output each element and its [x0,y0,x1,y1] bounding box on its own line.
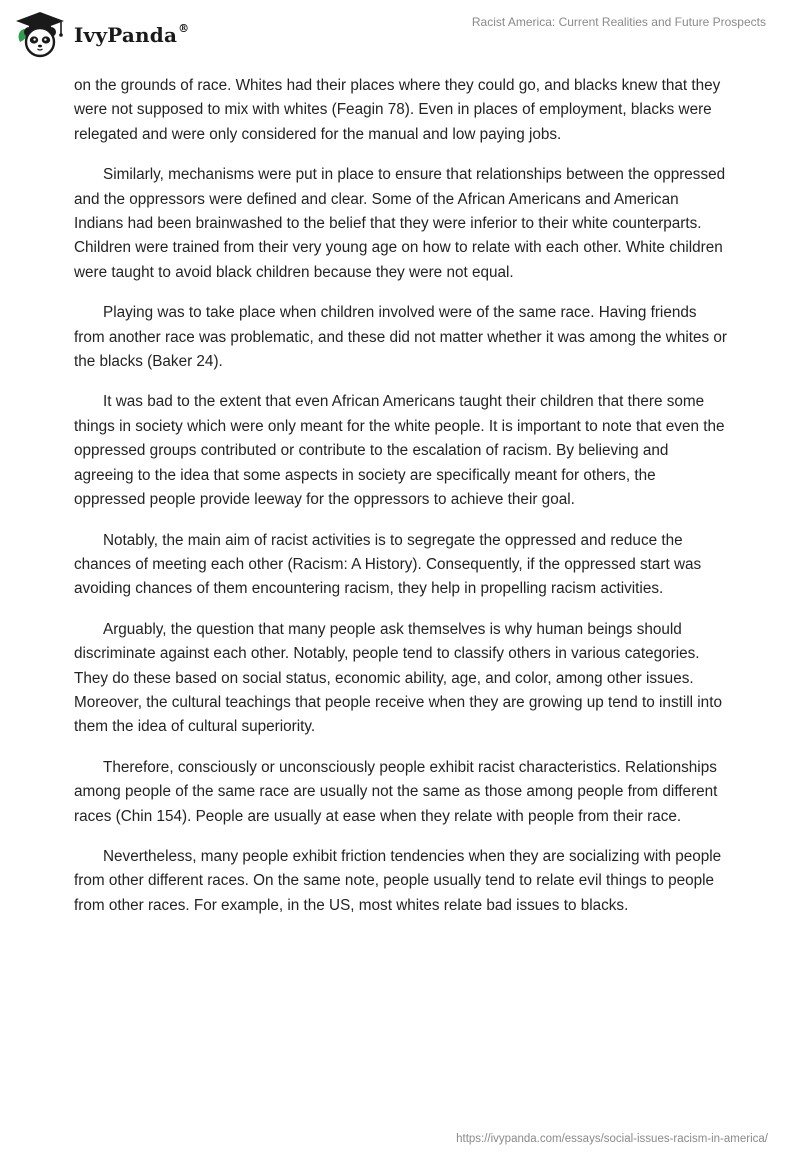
paragraph: Notably, the main aim of racist activities is to segregate the oppressed and reduce the chances of meeting each other (Racism: A History). Consequently, if the oppressed start was avoiding chances of them encountering racism, they help in propelling racism activities. [74,531,702,598]
paragraph: Arguably, the question that many people ask themselves is why human beings should discriminate against each other. Notably, people tend to classify others in various categories. They do these based on social status, economic ability, age, and color, among other issues. Moreover, the cultural teachings that people receive when they are growing up tend to instill into them the idea of cultural superiority. [74,620,722,736]
paragraph: Similarly, mechanisms were put in place to ensure that relationships between the oppressed and the oppressors were defined and clear. Some of the African Americans and American Indians had been brainwashed to the belief that they were inferior to their white counterparts. Children were trained from their very young age on how to relate with each other. White children were taught to avoid black children because they were not equal. [74,166,726,281]
registered-mark: ® [178,22,190,36]
paragraph: Therefore, consciously or unconsciously people exhibit racist characteristics. Relationships among people of the same race are usually not the same as those among people from different races (Chin 154). People are usually at ease when they relate with people from their race. [74,758,718,825]
essay-body [74,74,728,934]
ivypanda-logo[interactable] [14,8,189,60]
brand-name [74,23,189,47]
paragraph: Nevertheless, many people exhibit friction tendencies when they are socializing with people from other different races. On the same note, people usually tend to relate evil things to people from other races. For example, in the US, most whites relate bad issues to blacks. [74,847,722,914]
brand-name-text: IvyPanda [74,23,178,47]
page-header [0,0,800,70]
panda-graduation-cap-icon [14,8,66,60]
paragraph: It was bad to the extent that even African Americans taught their children that there some things in society which were only meant for the white people. It is important to note that even the oppressed groups contributed or contribute to the escalation of racism. By believing and agreeing to the idea that some aspects in society are specifically meant for others, the oppressed people provide leeway for the oppressors to achieve their goal. [74,393,725,509]
source-url-link[interactable]: https://ivypanda.com/essays/social-issues-racism-in-america/ [456,1133,768,1145]
paragraph-continuation: on the grounds of race. Whites had their places where they could go, and blacks knew that they were not supposed to mix with whites (Feagin 78). Even in places of employment, blacks were relegated and were only considered for the manual and low paying jobs. [74,77,721,143]
document-title: Racist America: Current Realities and Future Prospects [471,15,766,29]
paragraph: Playing was to take place when children involved were of the same race. Having friends from another race was problematic, and these did not matter whether it was among the whites or the blacks (Baker 24). [74,304,727,371]
